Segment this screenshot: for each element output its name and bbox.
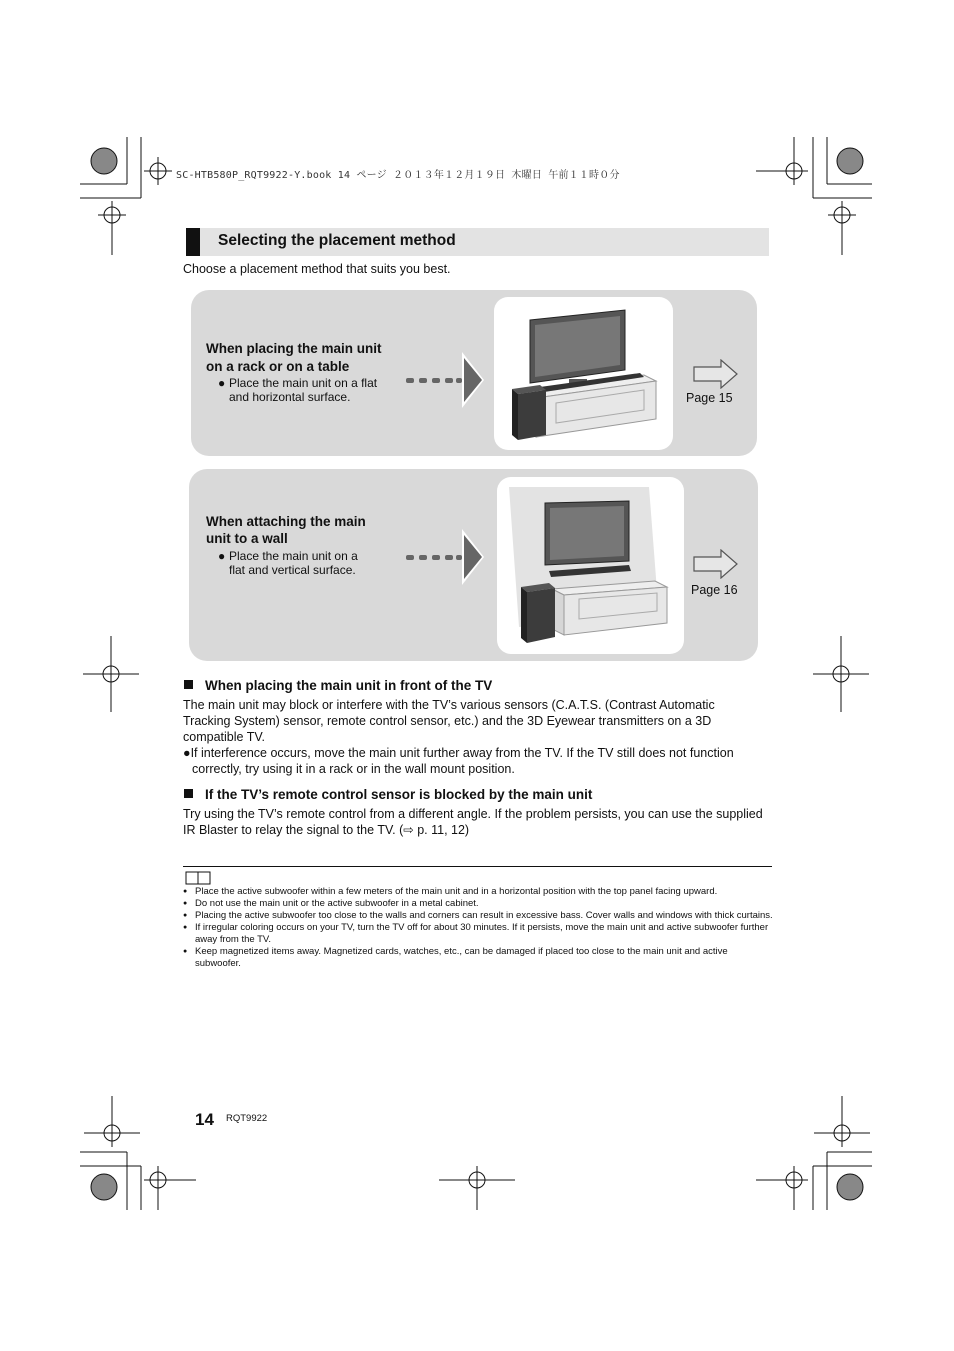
remote-blocked-line-2: IR Blaster to relay the signal to the TV. (⇨ p. 11, 12) (183, 823, 470, 837)
section-marker (186, 228, 200, 256)
intro-text: Choose a placement method that suits you best. (183, 262, 451, 276)
option-wall-bullet-line1: Place the main unit on a (229, 549, 358, 563)
page-ref-15: Page 15 (686, 391, 733, 405)
note-item: ● If irregular coloring occurs on your TV, turn the TV off for about 30 minutes. If it persists, move the main unit and active subwoofer further away from the TV. (183, 922, 773, 946)
remote-blocked-heading-text: If the TV’s remote control sensor is blocked by the main unit (205, 787, 593, 802)
note-item: ● Do not use the main unit or the active subwoofer in a metal cabinet. (183, 898, 773, 910)
option-wall-title-line2: unit to a wall (206, 531, 288, 546)
front-of-tv-line-2: Tracking System) sensor, remote control sensor, etc.) and the 3D Eyewear transmitters on a 3D (183, 714, 712, 728)
square-bullet-icon (184, 680, 193, 689)
print-header: SC-HTB580P_RQT9922-Y.book 14 ページ ２０１３年１２月１９日 木曜日 午前１１時０分 (176, 170, 620, 181)
option-rack-title-line2: on a rack or on a table (206, 359, 350, 374)
page-number: 14 (195, 1110, 214, 1129)
bullet-icon: ● (183, 746, 191, 760)
dotted-arrow-icon (404, 527, 488, 587)
dotted-arrow-icon (404, 350, 488, 410)
front-of-tv-bullet-line1: If interference occurs, move the main unit further away from the TV. If the TV still does not function (190, 746, 734, 760)
next-page-arrow-icon (693, 359, 739, 389)
bullet-icon: ● (218, 549, 226, 563)
next-page-arrow-icon (693, 549, 739, 579)
notes-list (183, 886, 773, 970)
doc-code: RQT9922 (226, 1113, 268, 1124)
option-rack-bullet (218, 376, 378, 390)
note-item: ● Placing the active subwoofer too close to the walls and corners can result in excessive bass. Cover walls and windows with thick curtains. (183, 910, 773, 922)
remote-blocked-heading (184, 787, 592, 802)
page-ref-16: Page 16 (691, 583, 738, 597)
square-bullet-icon (184, 789, 193, 798)
front-of-tv-heading (184, 678, 492, 693)
front-of-tv-line-3: compatible TV. (183, 730, 265, 744)
option-rack-title-line1: When placing the main unit (206, 341, 382, 356)
option-rack-bullet-line2: and horizontal surface. (229, 390, 351, 404)
section-title: Selecting the placement method (218, 232, 456, 249)
section-header (186, 228, 769, 256)
notes-divider (183, 866, 772, 867)
front-of-tv-bullet-line2: correctly, try using it in a rack or in the wall mount position. (192, 762, 515, 776)
front-of-tv-heading-text: When placing the main unit in front of the TV (205, 678, 493, 693)
option-wall-bullet (218, 549, 358, 563)
front-of-tv-line-1: The main unit may block or interfere with the TV’s various sensors (C.A.T.S. (Contrast Automatic (183, 698, 715, 712)
bullet-icon: ● (218, 376, 226, 390)
remote-blocked-line-1: Try using the TV’s remote control from a different angle. If the problem persists, you can use the supplied (183, 807, 763, 821)
option-wall-bullet-line2: flat and vertical surface. (229, 563, 356, 577)
option-rack-bullet-line1: Place the main unit on a flat (229, 376, 378, 390)
book-note-icon (185, 871, 213, 885)
note-item: ● Keep magnetized items away. Magnetized cards, watches, etc., can be damaged if placed too close to the main unit and active subwoofer. (183, 946, 773, 970)
note-item: ● Place the active subwoofer within a few meters of the main unit and in a horizontal position with the top panel facing upward. (183, 886, 773, 898)
front-of-tv-bullet (183, 745, 734, 761)
option-wall-title-line1: When attaching the main (206, 514, 366, 529)
rack-placement-illustration (494, 297, 673, 450)
wall-placement-illustration (497, 477, 684, 654)
